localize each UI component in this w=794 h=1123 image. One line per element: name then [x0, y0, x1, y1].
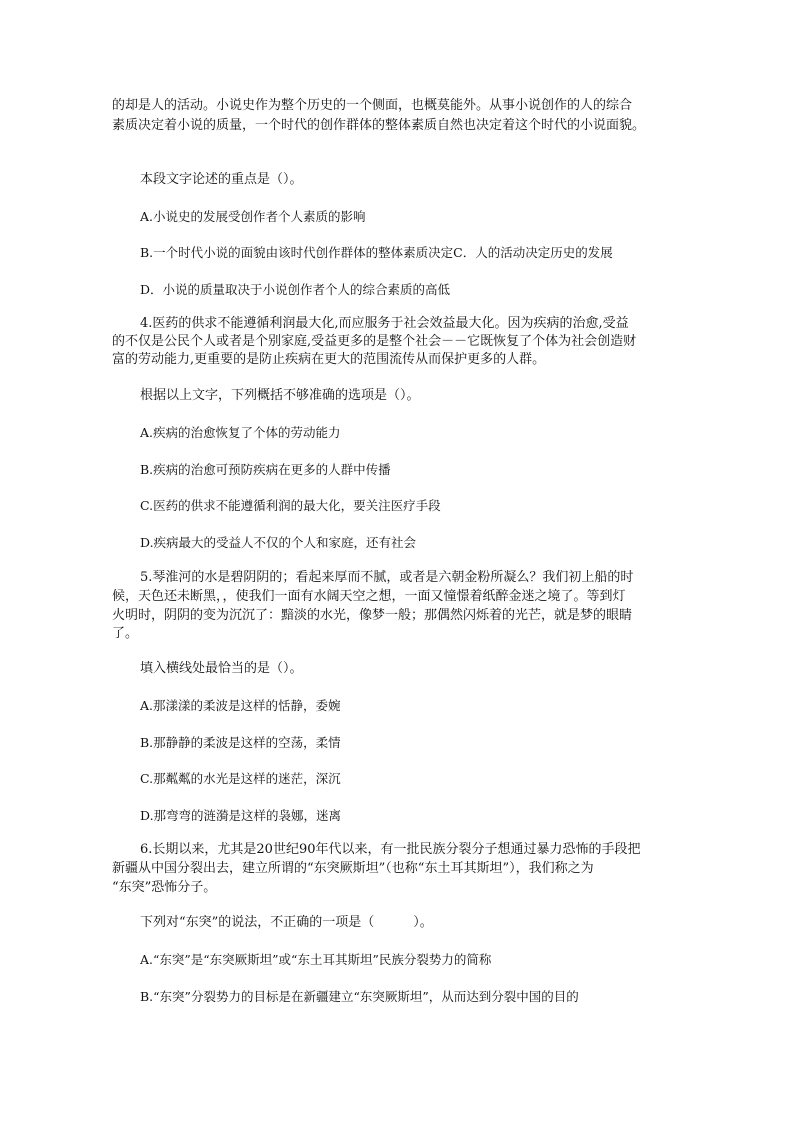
q6-option-a: A.“东突”是“东突厥斯坦”或“东土耳其斯坦”民族分裂势力的简称: [140, 952, 492, 967]
q4-option-b: B.疾病的治愈可预防疾病在更多的人群中传播: [140, 462, 391, 477]
intro-line-1: 的却是人的活动。小说史作为整个历史的一个侧面，也概莫能外。从事小说创作的人的综合: [112, 98, 633, 113]
q5-passage-line-3: 火明时，阴阴的变为沉沉了：黯淡的水光，像梦一般；那偶然闪烁着的光芒，就是梦的眼睛: [112, 608, 633, 623]
q4-question: 根据以上文字，下列概括不够准确的选项是（）。: [140, 388, 420, 403]
q4-passage-line-3: 富的劳动能力,更重要的是防止疾病在更大的范围流传从而保护更多的人群。: [112, 352, 546, 367]
q5-passage-line-4: 了。: [112, 626, 139, 641]
q5-option-b: B.那静静的柔波是这样的空荡，柔情: [140, 735, 341, 750]
q4-passage-line-1: 4.医药的供求不能遵循利润最大化,而应服务于社会效益最大化。因为疾病的治愈,受益: [140, 316, 629, 331]
q6-passage-line-1: 6.长期以来，尤其是20世纪90年代以来，有一批民族分裂分子想通过暴力恐怖的手段把: [140, 842, 641, 857]
q3-option-d: D．小说的质量取决于小说创作者个人的综合素质的高低: [140, 282, 451, 297]
q6-passage-line-2: 新疆从中国分裂出去，建立所谓的“东突厥斯坦”（也称“东土耳其斯坦”），我们称之为: [112, 861, 594, 876]
q6-option-b: B.“东突”分裂势力的目标是在新疆建立“东突厥斯坦”，从而达到分裂中国的目的: [140, 989, 579, 1004]
q5-passage-line-1: 5.琴淮河的水是碧阴阴的；看起来厚而不腻，或者是六朝金粉所凝么？我们初上船的时: [140, 570, 634, 585]
q4-option-c: C.医药的供求不能遵循利润的最大化，要关注医疗手段: [140, 498, 441, 513]
q5-option-a: A.那漾漾的柔波是这样的恬静，委婉: [140, 698, 341, 713]
q4-option-a: A.疾病的治愈恢复了个体的劳动能力: [140, 425, 341, 440]
q6-question: 下列对“东突”的说法，不正确的一项是（ ）。: [140, 915, 433, 930]
q5-option-d: D.那弯弯的涟漪是这样的袅娜，迷离: [140, 808, 342, 823]
q6-passage-line-3: “东突”恐怖分子。: [112, 880, 217, 895]
q3-option-b-c: B.一个时代小说的面貌由该时代创作群体的整体素质决定C．人的活动决定历史的发展: [140, 245, 613, 260]
q5-option-c: C.那粼粼的水光是这样的迷茫，深沉: [140, 771, 341, 786]
q5-passage-line-2: 候，天色还未断黑，，使我们一面有水阔天空之想，一面又憧憬着纸醉金迷之境了。等到灯: [112, 589, 626, 604]
q4-passage-line-2: 的不仅是公民个人或者是个别家庭,受益更多的是整个社会－－它既恢复了个体为社会创造财: [112, 334, 637, 349]
intro-line-2: 素质决定着小说的质量，一个时代的创作群体的整体素质自然也决定着这个时代的小说面貌。: [112, 118, 646, 133]
q3-option-a: A.小说史的发展受创作者个人素质的影响: [140, 209, 366, 224]
q4-option-d: D.疾病最大的受益人不仅的个人和家庭，还有社会: [140, 535, 417, 550]
q5-question: 填入横线处最恰当的是（）。: [140, 661, 303, 676]
q3-question: 本段文字论述的重点是（）。: [140, 172, 303, 187]
